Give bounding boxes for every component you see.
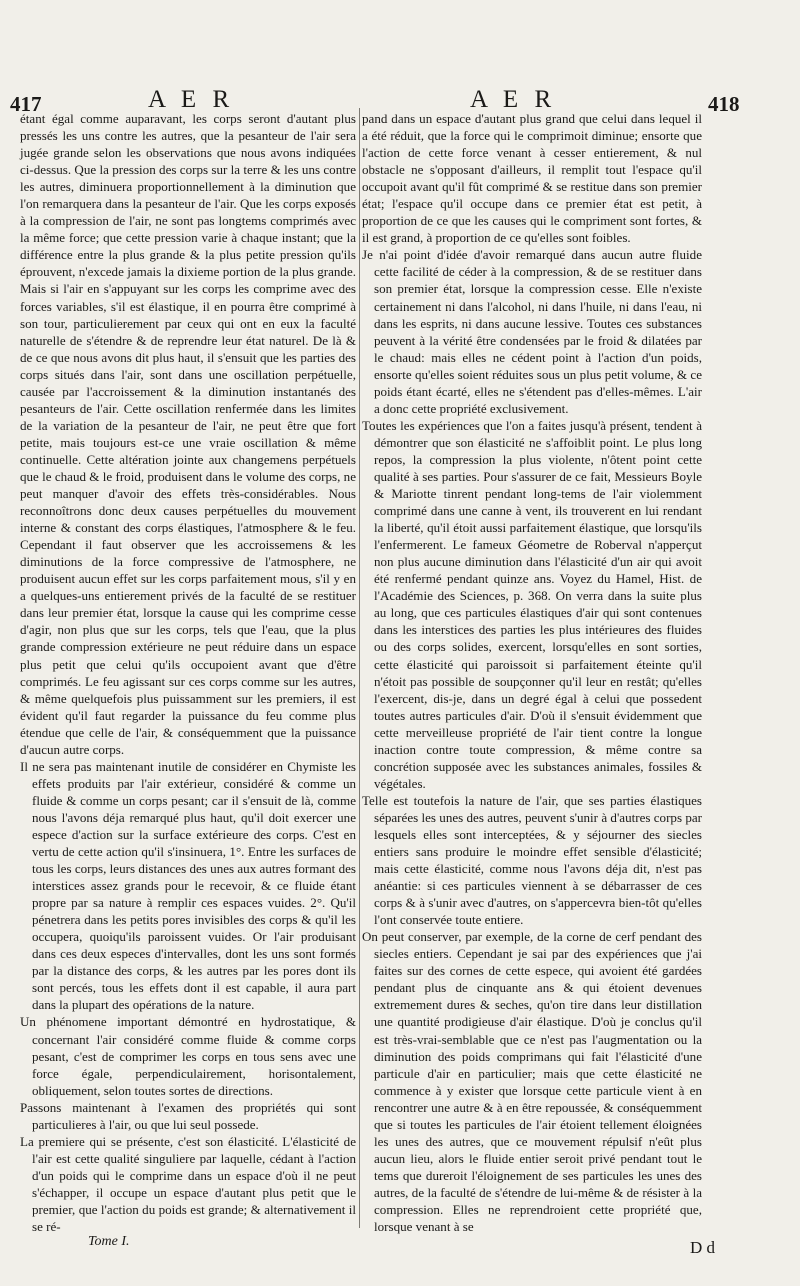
- left-running-title: A E R: [148, 86, 235, 113]
- right-running-title: A E R: [470, 86, 557, 113]
- paragraph: Il ne sera pas maintenant inutile de considérer en Chymiste les effets produits par l'air extérieur, considéré & comme un fluide & comme un corps pesant; car il s'ensuit de là, comme nous l'avons déja remarqué plus haut, qu'il doit exercer une espece d'action sur la surface extérieure des corps. C'est en vertu de cette action qu'il s'insinuera, 1°. Entre les surfaces de tous les corps, leurs distances des unes aux autres formant des interstices assez grands pour le recevoir, & ce fluide étant propre par sa nature à remplir ces espaces vuides. 2°. Qu'il pénetrera dans les petits pores invisibles des corps & qu'il les occupera, quoiqu'ils paroissent vuides. Or l'air produisant dans ces deux especes d'intervalles, dont les uns sont formés par la distance des corps, & les autres par les pores dont ils sont percés, tous les effets dont il est capable, il aura part dans la plupart des opérations de la nature.: [20, 758, 356, 1013]
- signature-mark: D d: [690, 1238, 716, 1257]
- paragraph: Un phénomene important démontré en hydrostatique, & concernant l'air considéré comme fluide & comme corps pesant, c'est de comprimer les corps en tous sens avec une force égale, perpendiculairement, horisontalement, obliquement, selon toutes sortes de directions.: [20, 1014, 356, 1098]
- paragraph: pand dans un espace d'autant plus grand que celui dans lequel il a été réduit, que la force qui le comprimoit diminue; ensorte que l'action de cette force venant à cesser entierement, & nul obstacle ne s'opposant d'ailleurs, il remplit tout l'espace qu'il occupoit avant qu'il fût comprimé & se restitue dans son premier état; l'espace qu'il occupe dans ce premier état est petit, à proportion de ce que les causes qui le compriment sont fortes, & il est grand, à proportion de ce qu'elles sont foibles.: [362, 111, 702, 246]
- left-text-column: [20, 110, 356, 1235]
- paragraph: Telle est toutefois la nature de l'air, que ses parties élastiques séparées les unes des autres, peuvent s'unir à d'autres corps par lesquels elles sont interceptées, & y séjourner des siecles entiers sans produire le moindre effet sensible d'élasticité; mais cette élasticité, comme nous l'avons déja dit, n'est pas anéantie: si ces particules viennent à se débarrasser de ces corps & à s'unir avec d'autres, on s'appercevra bien-tôt qu'elles l'ont conservée toute entiere.: [362, 792, 702, 928]
- right-page-number: 418: [708, 92, 740, 116]
- right-text-column: [362, 110, 702, 1235]
- paragraph: Passons maintenant à l'examen des propriétés qui sont particulieres à l'air, ou que lui seul possede.: [20, 1099, 356, 1132]
- paragraph: Je n'ai point d'idée d'avoir remarqué dans aucun autre fluide cette facilité de céder à la compression, & de se restituer dans son premier état, lorsque la compression cesse. Elle n'existe certainement ni dans l'alcohol, ni dans l'huile, ni dans l'eau, ni dans les esprits, ni dans aucune lessive. Toutes ces substances peuvent à la vérité être condensées par le froid & dilatées par le chaud: mais elles ne cédent point à l'action d'un poids, ensorte qu'elles soient réduites sous un plus petit volume, & ce poids étant écarté, elles ne s'étendent pas d'elles-mêmes. L'air a donc cette propriété exclusivement.: [362, 247, 702, 416]
- left-page-number: 417: [10, 92, 42, 116]
- paragraph: étant égal comme auparavant, les corps seront d'autant plus pressés les uns contre les autres, que la pesanteur de l'air sera jugée grande selon les observations que nous avons indiquées ci-dessus. Que la pression des corps sur la terre & les uns contre les autres, diminuera proportionnellement à la diminution que l'on remarquera dans la pesanteur de l'air. Que les corps exposés à la compression de l'air, ne sont pas longtems comprimés avec la même force; que cette pression varie à chaque instant; que la différence entre la plus grande & la plus petite pression qu'ils éprouvent, n'excede jamais la dixieme portion de la plus grande. Mais si l'air en s'appuyant sur les corps les comprime avec des forces variables, s'il est élastique, il en pourra être comprimé à son tour, particulierement par ceux qui ont en eux la faculté naturelle de s'étendre & de reprendre leur état naturel. De là & de ce que nous avons dit plus haut, il s'ensuit que les parties des corps situés dans l'air, sont dans une oscillation perpétuelle, causée par l'accroissement & la diminution instantanés des pesanteurs de l'air. Cette oscillation renfermée dans les limites de la variation de la pesanteur de l'air, ne peut être que fort petite, mais toujours est-ce une vraie oscillation & même continuelle. Cette altération jointe aux changemens perpétuels que le chaud & le froid, produisent dans le volume des corps, ne peut manquer d'avoir des effets très-considérables. Nous reconnoîtrons donc deux causes perpétuelles du mouvement interne & constant des corps élastiques, l'atmosphere & le feu. Cependant il faut observer que les accroissemens & les diminutions de la force compressive de l'atmosphere, ne produisent aucun effet sur les corps parfaitement mous, s'il y en a quelques-uns entierement privés de la faculté de se restituer dans leur premier état, lorsque la cause qui les comprime cesse d'agir, non plus que sur les corps, tels que l'eau, que la plus grande compression extérieure ne peut réduire dans un espace plus petit que celui qu'ils occupoient avant que d'être comprimés. Le feu agissant sur ces corps comme sur les autres, & même quelquefois plus puissamment sur les premiers, il est évident qu'il faut regarder la puissance du feu comme plus étendue que celle de l'air, & conséquemment que la puissance d'aucun autre corps.: [20, 111, 356, 757]
- paragraph: Toutes les expériences que l'on a faites jusqu'à présent, tendent à démontrer que son élasticité ne s'affoiblit point. Le plus long repos, la compression la plus violente, n'ôtent point cette qualité à ses parties. Pour s'assurer de ce fait, Messieurs Boyle & Mariotte tinrent pendant long-tems de l'air violemment comprimé dans une canne à vent, ils trouverent en lui rendant la liberté, qu'il étoit aussi parfaitement élastique, que lorsqu'ils l'enfermerent. Le fameux Géometre de Roberval n'apperçut non plus aucune diminution dans l'élasticité d'un air qui avoit été renfermé pendant quinze ans. Voyez du Hamel, Hist. de l'Académie des Sciences, p. 368. On verra dans la suite plus au long, que ces particules élastiques d'air qui sont contenues dans les interstices des parties les plus intérieures des fluides ou des corps solides, exercent, lorsqu'elles en sont sorties, cette élasticité qui paroissoit si parfaitement éteinte qu'il n'étoit pas possible de soupçonner qu'il leur en restât; qu'elles l'exercent, dis-je, dans un degré égal à celui que possedent toutes autres particules d'air. D'où il s'ensuit évidemment que cette merveilleuse propriété de l'air tient contre la longue inaction contre toute compression, & même contre sa concrétion supposée avec les substances animales, fossiles & végétales.: [362, 417, 702, 791]
- column-divider: [359, 108, 360, 1228]
- volume-label: Tome I.: [88, 1234, 130, 1249]
- paragraph: On peut conserver, par exemple, de la corne de cerf pendant des siecles entiers. Cependant je sai par des expériences que j'ai faites sur des cornes de cette espece, qui avoient été gardées pendant plus de cinquante ans & qui étoient devenues extremement dures & seches, qu'on tire dans leur distillation une quantité prodigieuse d'air élastique. D'où je conclus qu'il est très-vrai-semblable que ce n'est pas l'augmentation ou la diminution des poids comprimans qui fait l'élasticité d'une particule d'air en particulier; mais que cette élasticité ne commence à y exister que lorsque cette particule vient à en rencontrer une autre & à en être repoussée, & conséquemment que si toutes les particules de l'air étoient tellement éloignées les unes des autres, que ce mouvement répulsif n'eût plus aucun lieu, alors le fluide entier seroit privé pendant tout le tems que dureroit l'éloignement de ses particules les unes des autres, de la faculté de s'étendre de lui-même & de résister à la compression. Elles ne reprendroient cette propriété que, lorsque venant à se: [362, 929, 702, 1235]
- paragraph: La premiere qui se présente, c'est son élasticité. L'élasticité de l'air est cette qualité singuliere par laquelle, cédant à l'action d'un poids qui le comprime dans un espace d'où il ne peut s'échapper, il occupe un espace d'autant plus petit que le premier, que l'action du poids est grande; & alternativement il se ré-: [20, 1133, 356, 1235]
